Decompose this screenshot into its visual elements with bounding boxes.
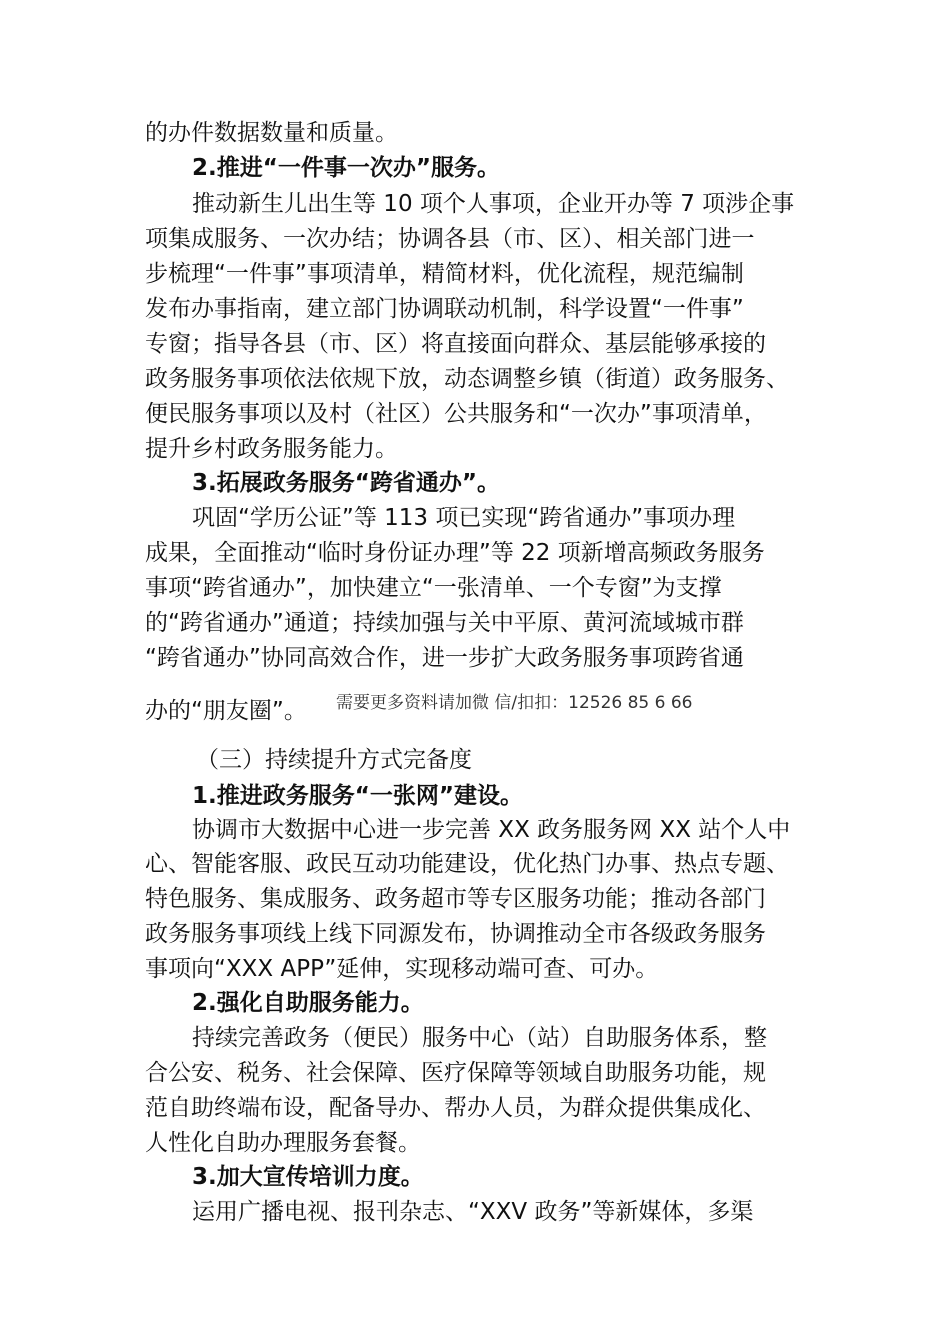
paragraph-line: 办的“朋友圈”。	[145, 698, 307, 724]
paragraph-line: 持续完善政务（便民）服务中心（站）自助服务体系，整	[192, 1025, 767, 1051]
paragraph-line: 成果，全面推动“临时身份证办理”等 22 项新增高频政务服务	[145, 540, 765, 566]
subsection-heading: （三）持续提升方式完备度	[196, 747, 472, 773]
paragraph-line: 便民服务事项以及村（社区）公共服务和“一次办”事项清单，	[145, 401, 767, 427]
paragraph-line: 事项向“XXX APP”延伸，实现移动端可查、可办。	[145, 956, 659, 982]
paragraph-line: 协调市大数据中心进一步完善 XX 政务服务网 XX 站个人中	[192, 817, 791, 843]
section-heading: 1.推进政务服务“一张网”建设。	[192, 783, 523, 809]
section-heading: 3.加大宣传培训力度。	[192, 1164, 424, 1190]
section-heading: 3.拓展政务服务“跨省通办”。	[192, 470, 500, 496]
paragraph-line: 推动新生儿出生等 10 项个人事项，企业开办等 7 项涉企事	[192, 191, 795, 217]
section-heading: 2.强化自助服务能力。	[192, 990, 424, 1016]
paragraph-line: 巩固“学历公证”等 113 项已实现“跨省通办”事项办理	[192, 505, 736, 531]
paragraph-line: 项集成服务、一次办结；协调各县（市、区）、相关部门进一	[145, 226, 755, 252]
paragraph-line: 运用广播电视、报刊杂志、“XXV 政务”等新媒体，多渠	[192, 1199, 754, 1225]
paragraph-line: 特色服务、集成服务、政务超市等专区服务功能；推动各部门	[145, 886, 766, 912]
paragraph-line: 事项“跨省通办”，加快建立“一张清单、一个专窗”为支撑	[145, 575, 722, 601]
paragraph-line: 心、智能客服、政民互动功能建设，优化热门办事、热点专题、	[145, 851, 789, 877]
paragraph-line: 范自助终端布设，配备导办、帮办人员，为群众提供集成化、	[145, 1095, 766, 1121]
paragraph-line: 步梳理“一件事”事项清单，精简材料，优化流程，规范编制	[145, 261, 744, 287]
paragraph-line: 发布办事指南，建立部门协调联动机制，科学设置“一件事”	[145, 296, 744, 322]
paragraph-line: “跨省通办”协同高效合作，进一步扩大政务服务事项跨省通	[145, 645, 744, 671]
paragraph-line: 合公安、税务、社会保障、医疗保障等领域自助服务功能，规	[145, 1060, 766, 1086]
paragraph-line: 提升乡村政务服务能力。	[145, 436, 398, 462]
watermark-note: 需要更多资料请加微 信/扣扣：12526 85 6 66	[336, 693, 693, 713]
paragraph-line: 的“跨省通办”通道；持续加强与关中平原、黄河流域城市群	[145, 610, 744, 636]
paragraph-line: 的办件数据数量和质量。	[145, 120, 398, 146]
paragraph-line: 政务服务事项依法依规下放，动态调整乡镇（街道）政务服务、	[145, 366, 789, 392]
paragraph-line: 专窗；指导各县（市、区）将直接面向群众、基层能够承接的	[145, 331, 766, 357]
section-heading: 2.推进“一件事一次办”服务。	[192, 155, 500, 181]
paragraph-line: 人性化自助办理服务套餐。	[145, 1130, 421, 1156]
paragraph-line: 政务服务事项线上线下同源发布，协调推动全市各级政务服务	[145, 921, 766, 947]
